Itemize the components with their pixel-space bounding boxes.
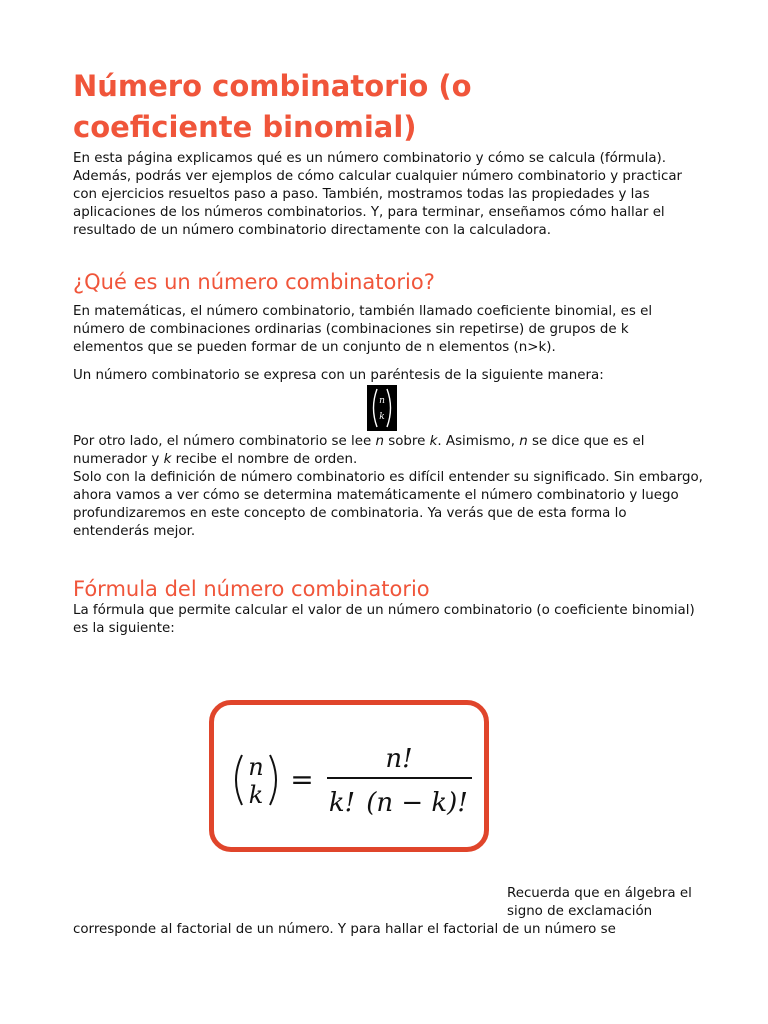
formula-numerator: n! — [385, 744, 413, 774]
factorial-note: Recuerda que en álgebra el signo de exclamación — [507, 886, 692, 919]
equals-sign: = — [290, 763, 314, 796]
factorial-paragraph: corresponde al factorial de un número. Y para hallar el factorial de un número se — [73, 922, 616, 937]
formula-image — [209, 700, 489, 852]
section-heading-formula: Fórmula del número combinatorio — [73, 577, 430, 601]
notation-intro-paragraph: Un número combinatorio se expresa con un paréntesis de la siguiente manera: — [73, 368, 604, 383]
explanation-paragraph: Solo con la definición de número combinatorio es difícil entender su significado. Sin embargo, ahora vamos a ver cómo se determina matemáticamente el número combinatorio y luego profundizaremos en este concepto de combinatoria. Ya verás que de esta forma lo entenderás mejor. — [73, 470, 703, 539]
binomial-notation-image — [367, 385, 397, 431]
svg-text:k: k — [379, 412, 385, 422]
binomial-top: n — [248, 753, 264, 781]
page-title: Número combinatorio (o coeficiente binomial) — [73, 69, 472, 144]
reading-paragraph: Por otro lado, el número combinatorio se lee n sobre k. Asimismo, n se dice que es el numerador y k recibe el nombre de orden. — [73, 434, 645, 467]
binomial-bottom: k — [248, 781, 264, 809]
formula-intro-paragraph: La fórmula que permite calcular el valor de un número combinatorio (o coeficiente binomial) es la siguiente: — [73, 603, 695, 636]
definition-paragraph: En matemáticas, el número combinatorio, también llamado coeficiente binomial, es el número de combinaciones ordinarias (combinaciones sin repetirse) de grupos de k elementos que se pueden formar de un conjunto de n elementos (n>k). — [73, 304, 653, 355]
svg-text:n: n — [379, 396, 385, 406]
formula-denominator-diff: (n − k)! — [366, 788, 468, 818]
section-heading-que-es: ¿Qué es un número combinatorio? — [73, 270, 435, 294]
formula-denominator-k: k! — [328, 788, 356, 818]
intro-paragraph: En esta página explicamos qué es un número combinatorio y cómo se calcula (fórmula). Además, podrás ver ejemplos de cómo calcular cualquier número combinatorio y practicar con ejercicios resueltos paso a paso. También, mostramos todas las propiedades y las aplicaciones de los números combinatorios. Y, para terminar, enseñamos cómo hallar el resultado de un número combinatorio directamente con la calculadora. — [73, 151, 683, 238]
